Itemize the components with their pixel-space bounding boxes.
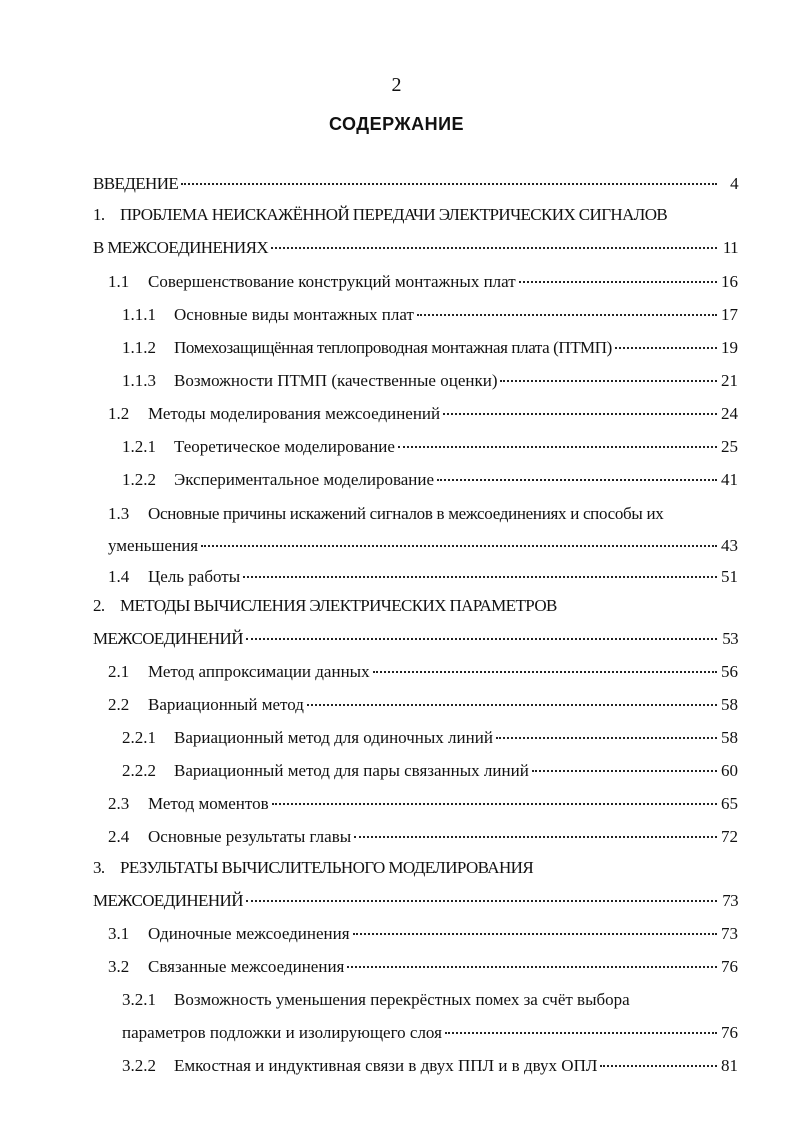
toc-entry-page: 58: [721, 695, 738, 714]
page-title: СОДЕРЖАНИЕ: [328, 114, 465, 134]
toc-entry: [122, 761, 738, 793]
toc-entry-page: 76: [721, 1023, 738, 1042]
dot-leader: [532, 769, 717, 772]
dot-leader: [272, 802, 717, 805]
dot-leader: [496, 736, 717, 739]
dot-leader: [445, 1031, 717, 1034]
toc-entry: [93, 596, 738, 628]
toc-entry: [93, 205, 738, 237]
dot-leader: [443, 412, 717, 415]
toc-entry-page: 53: [722, 629, 738, 648]
toc-entry: [108, 695, 738, 727]
toc-entry-page: 4: [730, 174, 738, 193]
dot-leader: [398, 445, 717, 448]
toc-entry: [122, 437, 738, 469]
toc-entry-title: Основные виды монтажных плат: [174, 305, 414, 324]
toc-entry-number: 3.2.1: [122, 990, 156, 1009]
toc-entry-number: 2.2.2: [122, 761, 156, 780]
toc-entry: [122, 371, 738, 403]
toc-entry-number: 1.1.3: [122, 371, 156, 390]
toc-entry-page: 11: [722, 238, 738, 257]
dot-leader: [243, 575, 717, 578]
toc-entry-title: Вариационный метод для одиночных линий: [174, 728, 493, 747]
toc-entry: [108, 924, 738, 956]
toc-entry-number: 1.: [93, 205, 105, 224]
toc-entry-title: МЕТОДЫ ВЫЧИСЛЕНИЯ ЭЛЕКТРИЧЕСКИХ ПАРАМЕТРОВ: [120, 596, 557, 615]
toc-entry-page: 58: [721, 728, 738, 747]
toc-entry: [122, 305, 738, 337]
toc-entry-title: Одиночные межсоединения: [148, 924, 350, 943]
toc-entry-number: 3.2.2: [122, 1056, 156, 1075]
toc-entry: [108, 404, 738, 436]
dot-leader: [201, 544, 717, 547]
toc-entry-title: Теоретическое моделирование: [174, 437, 395, 456]
toc-entry-number: 1.1: [108, 272, 130, 291]
toc-entry: [108, 272, 738, 304]
toc-entry-title: Основные результаты главы: [148, 827, 352, 846]
toc-entry-number: 1.3: [108, 504, 130, 523]
toc-entry-page: 51: [721, 567, 738, 586]
toc-entry-number: 1.4: [108, 567, 130, 586]
toc-entry: [122, 990, 738, 1022]
toc-entry-title: Вариационный метод для пары связанных линий: [174, 761, 529, 780]
toc-entry-page: 16: [721, 272, 738, 291]
dot-leader: [417, 313, 717, 316]
toc-entry: [122, 728, 738, 760]
toc-entry-title: Экспериментальное моделирование: [174, 470, 435, 489]
toc-entry-page: 24: [721, 404, 738, 423]
toc-entry-title: Возможности ПТМП (качественные оценки): [174, 371, 498, 390]
toc-entry-title: Вариационный метод: [148, 695, 304, 714]
dot-leader: [271, 246, 717, 249]
toc-entry-number: 2.2.1: [122, 728, 156, 747]
toc-entry: [93, 858, 738, 890]
toc-entry-title: ПРОБЛЕМА НЕИСКАЖЁННОЙ ПЕРЕДАЧИ ЭЛЕКТРИЧЕСКИХ СИГНАЛОВ: [120, 205, 668, 224]
toc-entry-title: Помехозащищённая теплопроводная монтажная плата (ПТМП): [174, 338, 612, 357]
dot-leader: [181, 182, 717, 185]
toc-entry: [108, 794, 738, 826]
toc-entry-page: 65: [721, 794, 738, 813]
dot-leader: [246, 899, 717, 902]
dot-leader: [600, 1064, 717, 1067]
toc-entry: [108, 827, 738, 859]
toc-entry-number: 2.3: [108, 794, 130, 813]
toc-entry-title: Метод аппроксимации данных: [148, 662, 370, 681]
toc-entry-page: 73: [721, 924, 738, 943]
toc-entry: [93, 238, 738, 270]
toc-entry-title: ВВЕДЕНИЕ: [93, 174, 179, 193]
toc-entry-page: 81: [721, 1056, 738, 1075]
toc-entry-title: уменьшения: [108, 536, 199, 555]
toc-entry: [108, 662, 738, 694]
dot-leader: [437, 478, 717, 481]
toc-entry-title: Емкостная и индуктивная связи в двух ППЛ и в двух ОПЛ: [174, 1056, 598, 1075]
toc-entry-title: Возможность уменьшения перекрёстных помех за счёт выбора: [174, 990, 630, 1009]
toc-entry-number: 1.2: [108, 404, 130, 423]
toc-entry-title: Связанные межсоединения: [148, 957, 345, 976]
toc-entry-page: 17: [721, 305, 738, 324]
toc-entry: [93, 174, 738, 206]
toc-entry-page: 41: [721, 470, 738, 489]
toc-entry-number: 2.: [93, 596, 105, 615]
toc-entry-title: параметров подложки и изолирующего слоя: [122, 1023, 442, 1042]
toc-entry-page: 60: [721, 761, 738, 780]
toc-entry: [93, 891, 738, 923]
dot-leader: [307, 703, 717, 706]
toc-entry-number: 2.2: [108, 695, 130, 714]
toc-entry: [122, 1023, 738, 1055]
toc-entry-title: Совершенствование конструкций монтажных плат: [148, 272, 516, 291]
toc-entry-title: Основные причины искажений сигналов в межсоединениях и способы их: [148, 504, 664, 523]
toc-entry-number: 1.1.2: [122, 338, 156, 357]
toc-entry-page: 19: [721, 338, 738, 357]
toc-entry-title: Метод моментов: [148, 794, 269, 813]
toc-entry-title: МЕЖСОЕДИНЕНИЙ: [93, 629, 243, 648]
toc-entry: [122, 470, 738, 502]
dot-leader: [246, 637, 717, 640]
toc-entry: [108, 504, 738, 536]
toc-entry-title: В МЕЖСОЕДИНЕНИЯХ: [93, 238, 269, 257]
toc-entry-page: 43: [721, 536, 738, 555]
toc-entry-number: 3.1: [108, 924, 130, 943]
dot-leader: [373, 670, 717, 673]
toc-entry-title: Методы моделирования межсоединений: [148, 404, 441, 423]
dot-leader: [615, 346, 717, 349]
toc-entry-page: 21: [721, 371, 738, 390]
toc-entry: [122, 1056, 738, 1088]
toc-entry: [108, 567, 738, 599]
toc-entry-page: 25: [721, 437, 738, 456]
dot-leader: [500, 379, 717, 382]
toc-entry: [108, 957, 738, 989]
toc-entry: [108, 536, 738, 568]
toc-entry-number: 1.1.1: [122, 305, 156, 324]
page-number: 2: [391, 74, 402, 96]
toc-entry: [93, 629, 738, 661]
toc-entry: [122, 338, 738, 370]
toc-entry-number: 1.2.1: [122, 437, 156, 456]
toc-entry-page: 72: [721, 827, 738, 846]
toc-entry-number: 2.4: [108, 827, 130, 846]
toc-entry-number: 2.1: [108, 662, 130, 681]
toc-entry-number: 3.2: [108, 957, 130, 976]
dot-leader: [354, 835, 717, 838]
toc-entry-title: МЕЖСОЕДИНЕНИЙ: [93, 891, 243, 910]
dot-leader: [519, 280, 717, 283]
dot-leader: [347, 965, 717, 968]
toc-entry-title: Цель работы: [148, 567, 241, 586]
dot-leader: [353, 932, 717, 935]
toc-entry-page: 56: [721, 662, 738, 681]
toc-entry-number: 1.2.2: [122, 470, 156, 489]
toc-entry-page: 73: [722, 891, 738, 910]
toc-entry-number: 3.: [93, 858, 105, 877]
toc-entry-title: РЕЗУЛЬТАТЫ ВЫЧИСЛИТЕЛЬНОГО МОДЕЛИРОВАНИЯ: [120, 858, 534, 877]
toc-entry-page: 76: [721, 957, 738, 976]
